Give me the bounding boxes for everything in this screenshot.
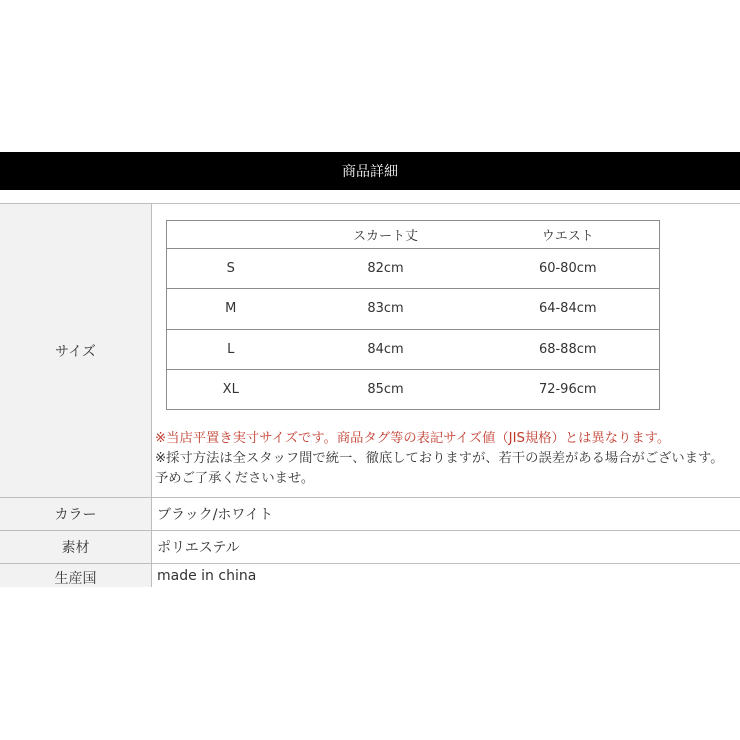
length-cell: 82cm [367,261,404,277]
waist-cell: 64-84cm [538,301,597,317]
spec-table [0,203,740,587]
size-notes [155,429,735,489]
size-cell: M [225,301,237,317]
table-row [167,289,660,329]
spec-row-color [0,498,740,531]
waist-cell: 68-88cm [538,341,597,357]
length-cell: 85cm [367,381,404,397]
length-cell: 83cm [367,301,404,317]
material-value: ポリエステル [157,540,240,556]
column-header-waist: ウエスト [541,229,594,244]
origin-value: made in china [157,568,257,584]
length-cell: 84cm [367,341,404,357]
waist-cell: 72-96cm [538,381,597,397]
section-header [0,152,740,190]
size-cell: S [226,261,235,277]
spec-row-material [0,531,740,564]
column-header-length: スカート丈 [352,229,418,244]
table-row [167,369,660,409]
size-chart [166,220,660,410]
column-header-size [167,221,295,249]
size-label: サイズ [0,204,152,497]
section-title: 商品詳細 [342,164,398,180]
table-row [167,329,660,369]
waist-cell: 60-80cm [538,261,597,277]
size-cell: L [227,341,235,357]
size-note-warning: ※当店平置き実寸サイズです。商品タグ等の表記サイズ値（JIS規格）とは異なります。 [155,431,671,446]
color-label: カラー [0,498,152,530]
table-row [167,249,660,289]
spec-row-size [0,204,740,498]
material-label: 素材 [0,531,152,563]
spec-row-origin [0,564,740,587]
origin-label: 生産国 [0,564,152,587]
size-note-measurement: ※採寸方法は全スタッフ間で統一、徹底しておりますが、若干の誤差がある場合がございます。予めご了承くださいませ。 [155,451,724,486]
color-value: ブラック/ホワイト [157,507,274,523]
size-chart-header [167,221,660,249]
size-cell: XL [222,381,239,397]
